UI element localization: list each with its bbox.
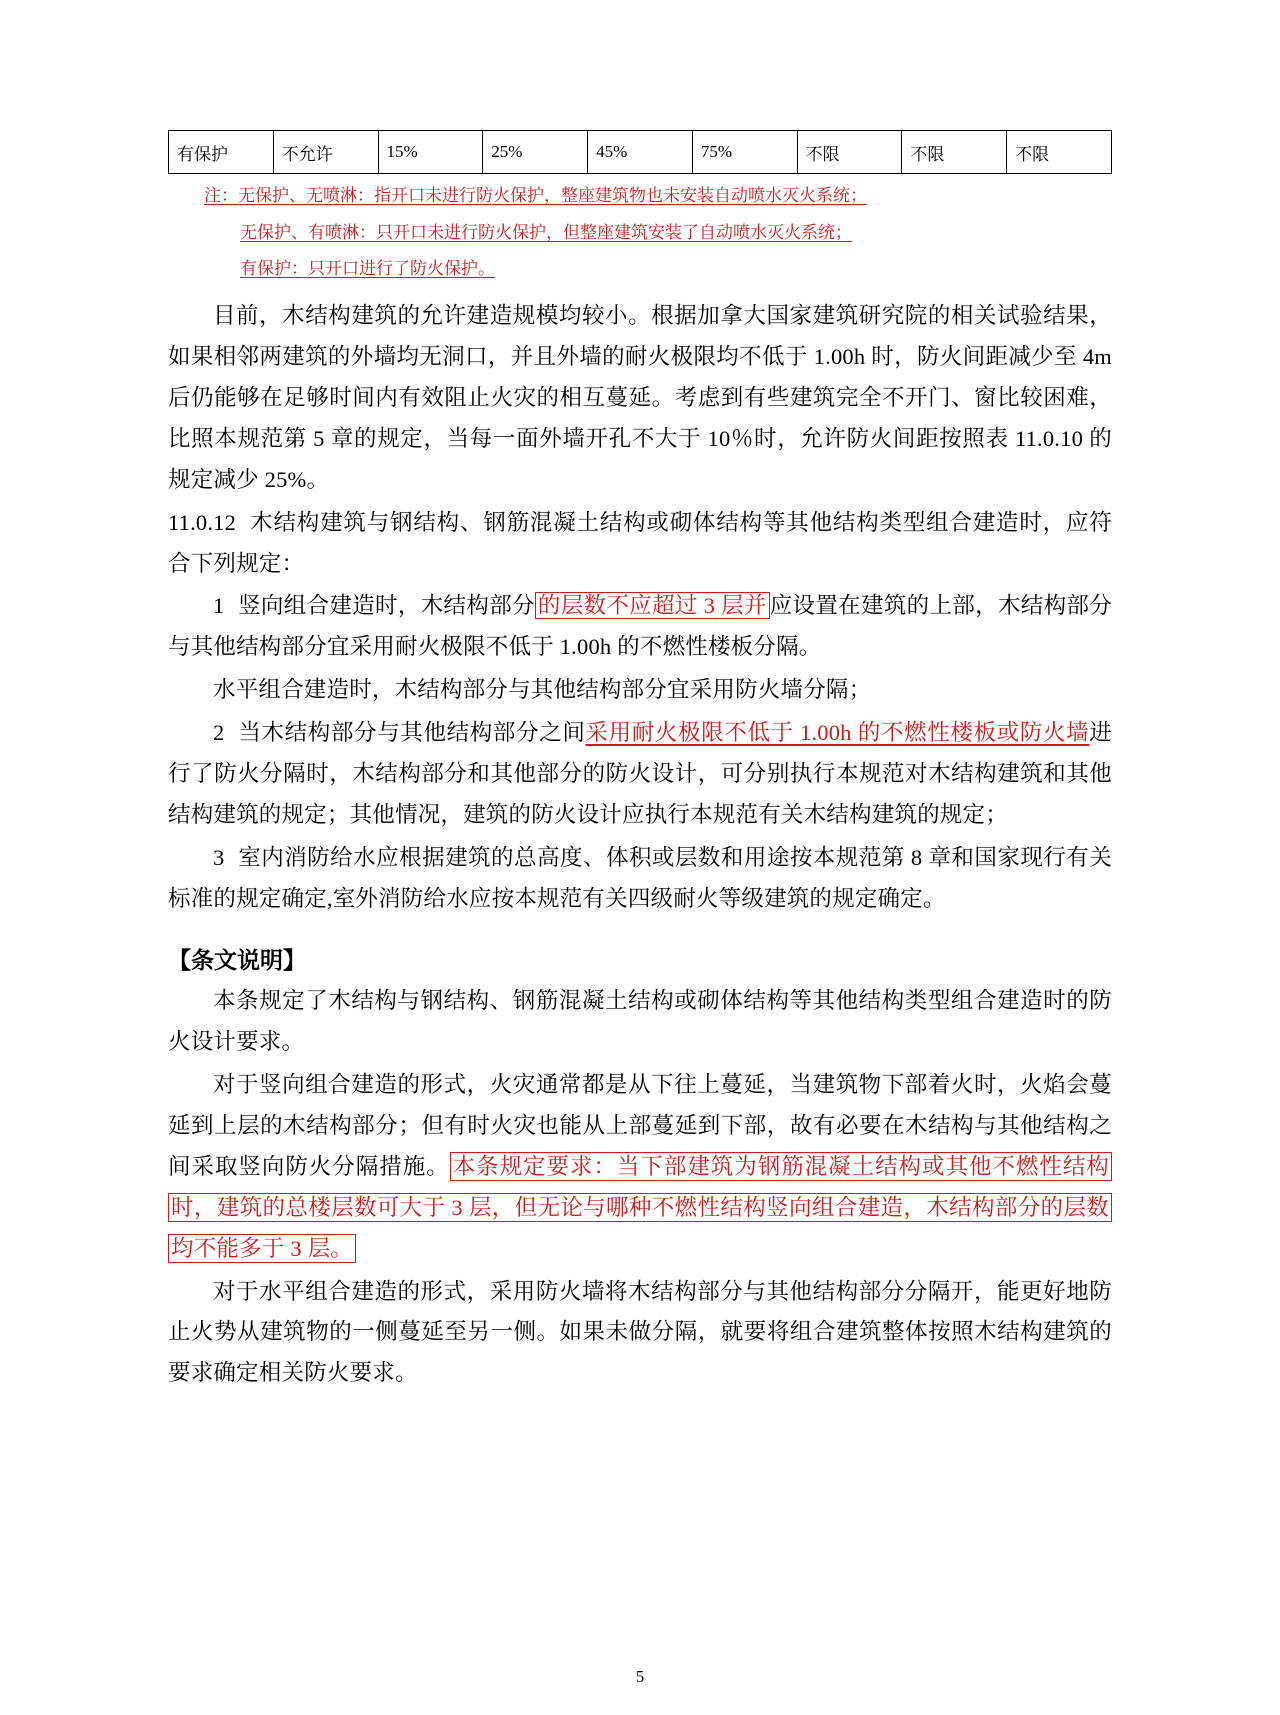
highlight-requirement-block: 本条规定要求：当下部建筑为钢筋混凝土结构或其他不燃性结构时，建筑的总楼层数可大于 3 层，但无论与哪种不燃性结构竖向组合建造，木结构部分的层数均不能多于 3 层。 bbox=[168, 1152, 1112, 1263]
item-1-number: 1 bbox=[213, 593, 225, 619]
item-2-text-a: 当木结构部分与其他结构部分之间 bbox=[237, 720, 586, 746]
table-cell-0: 有保护 bbox=[169, 131, 274, 174]
note-line-1: 注：无保护、无喷淋：指开口未进行防火保护，整座建筑物也未安装自动喷水灭火系统； bbox=[204, 186, 867, 205]
note-line-3: 有保护：只开口进行了防火保护。 bbox=[240, 259, 495, 279]
table-cell-1: 不允许 bbox=[273, 131, 378, 174]
highlight-layers-limit: 的层数不应超过 3 层并 bbox=[535, 592, 770, 619]
table-cell-7: 不限 bbox=[902, 131, 1007, 174]
table-cell-4: 45% bbox=[588, 131, 693, 174]
note-line-2: 无保护、有喷淋：只开口未进行防火保护，但整座建筑安装了自动喷水灭火系统； bbox=[240, 222, 852, 242]
explanation-2-text: 对于竖向组合建造的形式，火灾通常都是从下往上蔓延，当建筑物下部着火时，火焰会蔓延到上层的木结构部分；但有时火灾也能从上部蔓延到下部，故有必要在木结构与其他结构之间采取竖向防火分隔措施。 bbox=[168, 1071, 1112, 1179]
openings-table bbox=[168, 130, 1112, 174]
clause-11-0-12 bbox=[168, 503, 1112, 585]
clause-item-1 bbox=[168, 586, 1112, 668]
explanation-paragraph-3: 对于水平组合建造的形式，采用防火墙将木结构部分与其他结构部分分隔开，能更好地防止火势从建筑物的一侧蔓延至另一侧。如果未做分隔，就要将组合建筑整体按照木结构建筑的要求确定相关防火要求。 bbox=[168, 1278, 1112, 1386]
item-1-text-b: 应设置在建筑的上部，木结构部分与其他结构部分宜采用耐火极限不低于 1.00h 的不燃性楼板分隔。 bbox=[168, 593, 1112, 660]
table-row bbox=[169, 131, 1112, 174]
table-cell-2: 15% bbox=[378, 131, 483, 174]
paragraph-intro: 目前，木结构建筑的允许建造规模均较小。根据加拿大国家建筑研究院的相关试验结果，如果相邻两建筑的外墙均无洞口，并且外墙的耐火极限均不低于 1.00h 时，防火间距减少至 4m 后仍能够在足够时间内有效阻止火灾的相互蔓延。考虑到有些建筑完全不开门、窗比较困难，比照本规范第 5 章的规定，当每一面外墙开孔不大于 10％时，允许防火间距按照表 11.0.10 的规定减少 25%。 bbox=[168, 302, 1112, 492]
clause-item-1-continued: 水平组合建造时，木结构部分与其他结构部分宜采用防火墙分隔； bbox=[213, 677, 872, 703]
page-number: 5 bbox=[635, 1667, 645, 1686]
clause-item-2 bbox=[168, 713, 1112, 836]
explanation-heading: 【条文说明】 bbox=[168, 947, 306, 973]
item-3-number: 3 bbox=[213, 845, 225, 871]
explanation-paragraph-1: 本条规定了木结构与钢结构、钢筋混凝土结构或砌体结构等其他结构类型组合建造时的防火设计要求。 bbox=[168, 987, 1112, 1054]
table-cell-6: 不限 bbox=[797, 131, 902, 174]
table-cell-3: 25% bbox=[483, 131, 588, 174]
table-cell-5: 75% bbox=[692, 131, 797, 174]
item-1-text-a: 竖向组合建造时，木结构部分 bbox=[237, 593, 535, 619]
item-2-text-b: 进行了防火分隔时，木结构部分和其他部分的防火设计，可分别执行本规范对木结构建筑和其他结构建筑的规定；其他情况，建筑的防火设计应执行本规范有关木结构建筑的规定； bbox=[168, 720, 1112, 828]
clause-number: 11.0.12 bbox=[168, 509, 237, 535]
highlight-fire-rating: 采用耐火极限不低于 1.00h 的不燃性楼板或防火墙 bbox=[585, 720, 1090, 746]
table-notes bbox=[168, 184, 1112, 282]
table-cell-8: 不限 bbox=[1007, 131, 1112, 174]
clause-item-3 bbox=[168, 838, 1112, 920]
clause-body: 木结构建筑与钢结构、钢筋混凝土结构或砌体结构等其他结构类型组合建造时，应符合下列规定： bbox=[168, 509, 1112, 576]
item-3-text: 室内消防给水应根据建筑的总高度、体积或层数和用途按本规范第 8 章和国家现行有关标准的规定确定,室外消防给水应按本规范有关四级耐火等级建筑的规定确定。 bbox=[168, 845, 1112, 912]
item-2-number: 2 bbox=[213, 720, 225, 746]
explanation-paragraph-2 bbox=[168, 1065, 1112, 1270]
